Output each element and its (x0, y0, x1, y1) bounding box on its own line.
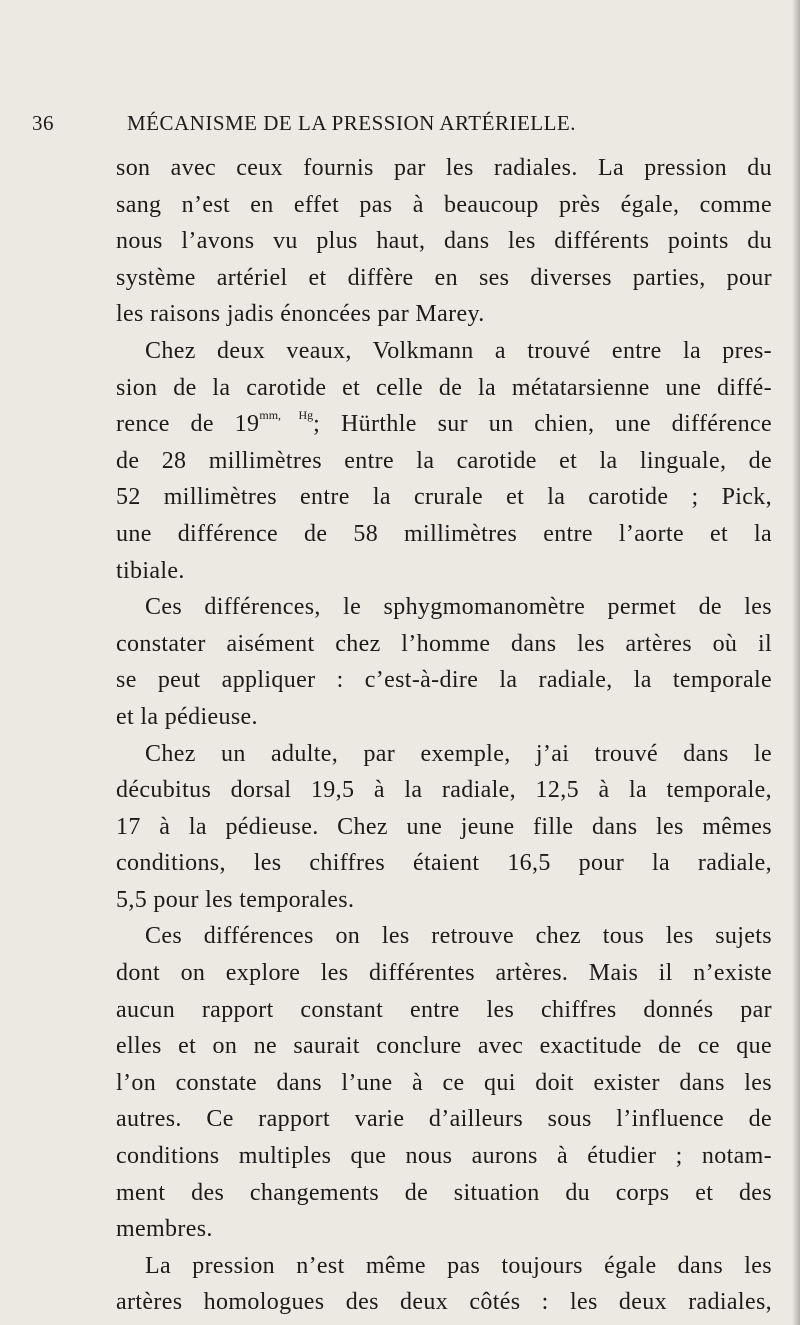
text-line: se peut appliquer : c’est-à-dire la radiale, la temporale (116, 667, 772, 694)
text-line: l’on constate dans l’une à ce qui doit exister dans les (116, 1069, 772, 1096)
paragraph-5 (116, 918, 772, 1247)
text-line: La pression n’est même pas toujours égale dans les (145, 1252, 772, 1279)
text-line: conditions, les chiffres étaient 16,5 pour la radiale, (116, 850, 772, 877)
text-line: décubitus dorsal 19,5 à la radiale, 12,5 à la temporale, (116, 777, 772, 804)
page-number: 36 (32, 111, 54, 135)
text-line: 52 millimètres entre la crurale et la carotide ; Pick, (116, 484, 772, 511)
text-line: sang n’est en effet pas à beaucoup près égale, comme (116, 191, 772, 218)
text-line: ment des changements de situation du corps et des (116, 1179, 772, 1206)
text-line: conditions multiples que nous aurons à étudier ; notam- (116, 1143, 772, 1170)
paragraph-6 (116, 1248, 772, 1321)
text-line: et la pédieuse. (116, 703, 258, 730)
text-line: Chez deux veaux, Volkmann a trouvé entre la pres- (145, 337, 772, 364)
text-line: Ces différences on les retrouve chez tous les sujets (145, 923, 772, 950)
text-line: les raisons jadis énoncées par Marey. (116, 301, 485, 328)
text-line: sion de la carotide et celle de la métatarsienne une diffé- (116, 374, 772, 401)
page-edge-shadow (792, 0, 800, 1325)
text-line: Chez un adulte, par exemple, j’ai trouvé dans le (145, 740, 772, 767)
text-line: son avec ceux fournis par les radiales. La pression du (116, 155, 772, 181)
text-fragment: rence de 19 (116, 411, 260, 438)
text-line: membres. (116, 1216, 213, 1243)
paragraph-3 (116, 589, 772, 735)
text-line: nous l’avons vu plus haut, dans les différents points du (116, 228, 772, 255)
paragraph-1 (116, 150, 772, 333)
body-text (116, 150, 772, 1321)
text-line: système artériel et diffère en ses diverses parties, pour (116, 264, 772, 291)
text-line: autres. Ce rapport varie d’ailleurs sous l’influence de (116, 1106, 772, 1133)
page-header (32, 111, 732, 141)
text-line: artères homologues des deux côtés : les deux radiales, (116, 1289, 772, 1316)
paragraph-2 (116, 333, 772, 589)
text-line: une différence de 58 millimètres entre l’aorte et la (116, 520, 772, 547)
text-line: de 28 millimètres entre la carotide et la linguale, de (116, 447, 772, 474)
text-line: constater aisément chez l’homme dans les artères où il (116, 630, 772, 657)
text-line-with-unit (116, 406, 772, 443)
text-line: 17 à la pédieuse. Chez une jeune fille dans les mêmes (116, 813, 772, 840)
text-line: dont on explore les différentes artères. Mais il n’existe (116, 960, 772, 987)
text-line: aucun rapport constant entre les chiffres donnés par (116, 996, 772, 1023)
text-line: elles et on ne saurait conclure avec exactitude de ce que (116, 1033, 772, 1060)
paragraph-4 (116, 736, 772, 919)
running-title: MÉCANISME DE LA PRESSION ARTÉRIELLE. (127, 111, 577, 135)
unit-superscript: mm, Hg (259, 408, 314, 423)
text-line: Ces différences, le sphygmomanomètre permet de les (145, 594, 772, 621)
text-fragment: ; Hürthle sur un chien, une différence (313, 411, 772, 438)
text-line: tibiale. (116, 557, 185, 584)
text-line: 5,5 pour les temporales. (116, 886, 355, 913)
